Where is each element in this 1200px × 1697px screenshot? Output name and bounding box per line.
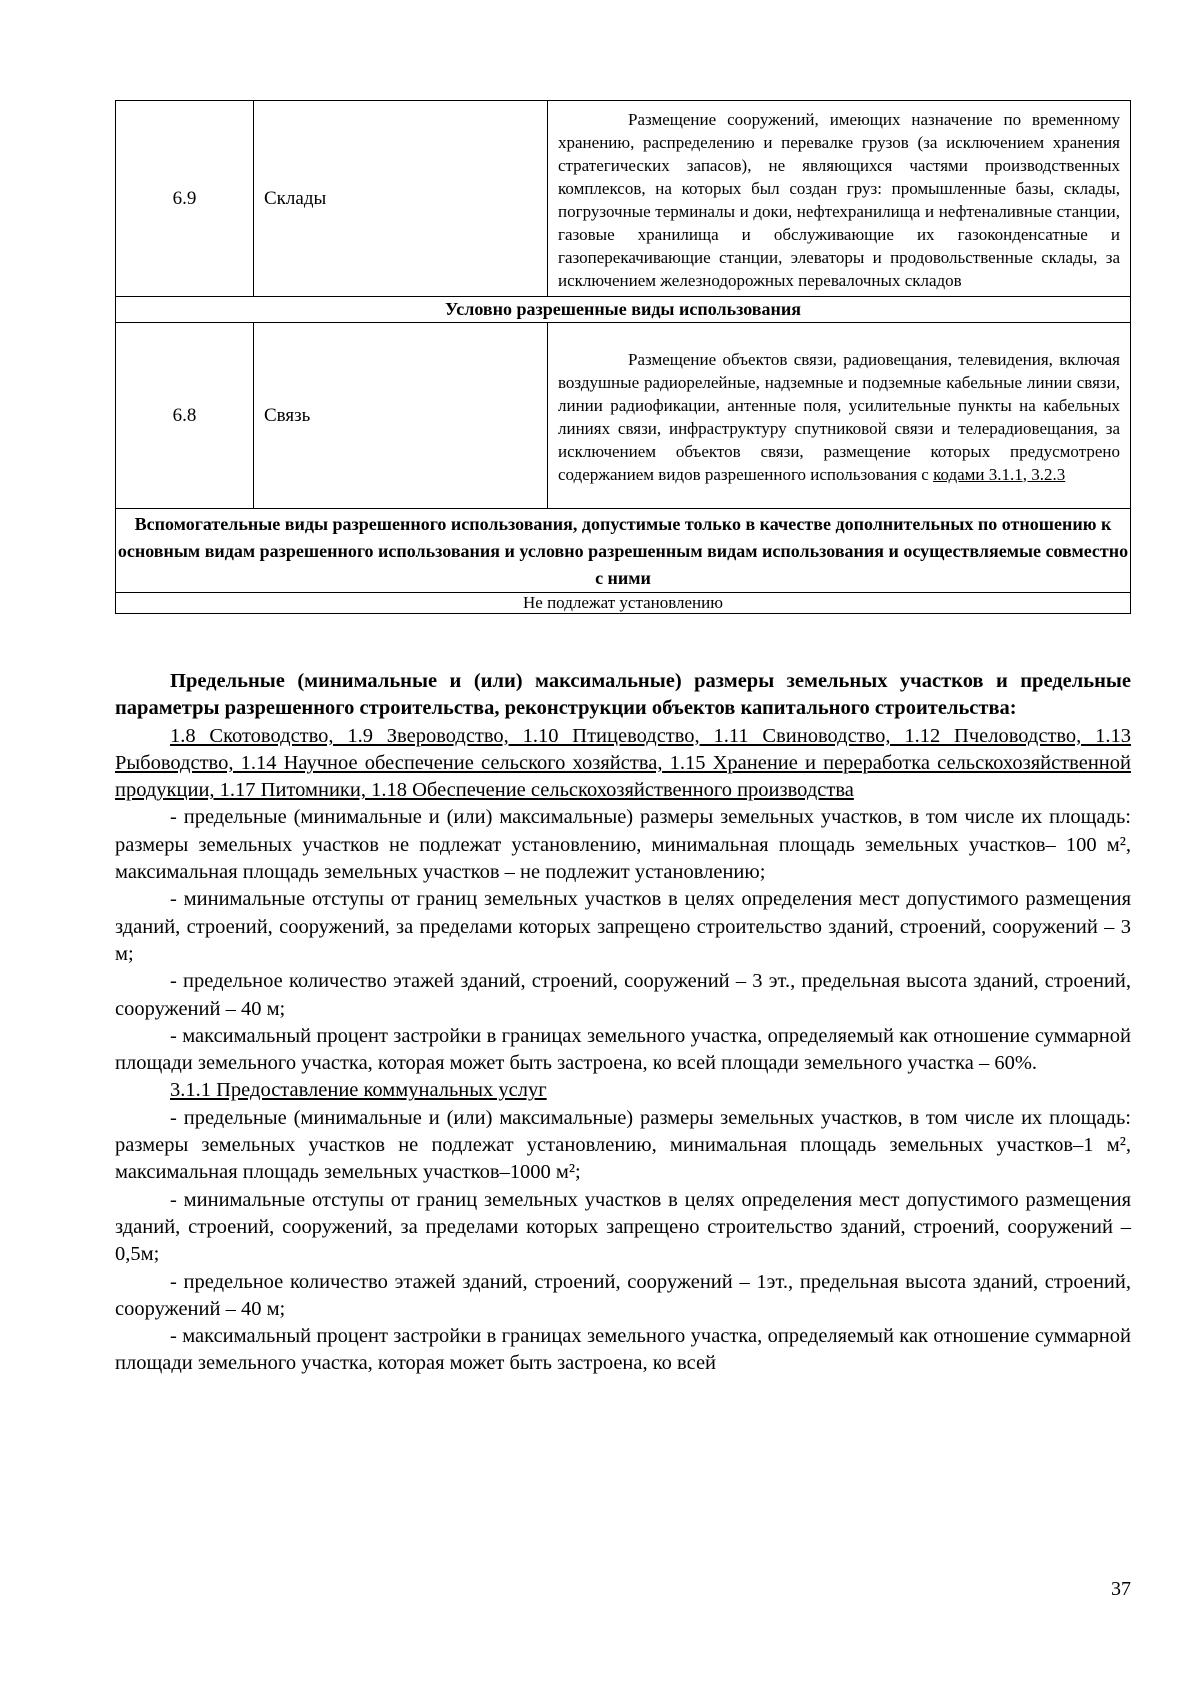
paragraph: - максимальный процент застройки в границах земельного участка, определяемый как отношение суммарной площади земельного участка, которая может быть застроена, ко всей [115, 1325, 1131, 1375]
paragraph: - предельные (минимальные и (или) максимальные) размеры земельных участков, в том числе их площадь: размеры земельных участков не подлежат установлению, минимальная площадь земельных участков–1 м², максимальная площадь земельных участков–1000 м²; [115, 1106, 1131, 1184]
table-row [116, 101, 1131, 297]
row-description: Размещение сооружений, имеющих назначение по временному хранению, распределению и перевалке грузов (за исключением хранения стратегических запасов), не являющихся частями производственных комплексов, на которых был создан груз: промышленные базы, склады, погрузочные терминалы и доки, нефтехранилища и нефтеналивные станции, газовые хранилища и обслуживающие их газоконденсатные и газоперекачивающие станции, элеваторы и продовольственные склады, за исключением железнодорожных перевалочных складов [548, 101, 1131, 297]
group-title: 1.8 Скотоводство, 1.9 Звероводство, 1.10 Птицеводство, 1.11 Свиноводство, 1.12 Пчеловодство, 1.13 Рыбоводство, 1.14 Научное обеспечение сельского хозяйства, 1.15 Хранение и переработка сельскохозяйственной продукции, 1.17 Питомники, 1.18 Обеспечение сельскохозяйственного производства [115, 724, 1131, 802]
auxiliary-uses-note: Не подлежат установлению [116, 593, 1131, 614]
row-name: Склады [254, 101, 548, 297]
paragraph: - минимальные отступы от границ земельных участков в целях определения мест допустимого размещения зданий, строений, сооружений, за пределами которых запрещено строительство зданий, строений, сооружений – 0,5м; [115, 1188, 1131, 1266]
row-code: 6.8 [116, 323, 254, 509]
section-row [116, 509, 1131, 593]
section-row [116, 297, 1131, 323]
row-description: Размещение объектов связи, радиовещания, телевидения, включая воздушные радиорелейные, надземные и подземные кабельные линии связи, линии радиофикации, антенные поля, усилительные пункты на кабельных линиях связи, инфраструктуру спутниковой связи и телерадиовещания, за исключением объектов связи, размещение которых предусмотрено содержанием видов разрешенного использования с кодами 3.1.1, 3.2.3 [548, 323, 1131, 509]
paragraph: - максимальный процент застройки в границах земельного участка, определяемый как отношение суммарной площади земельного участка, которая может быть застроена, ко всей площади земельного участка – 60%. [115, 1024, 1131, 1075]
table-row [116, 323, 1131, 509]
conditional-uses-header: Условно разрешенные виды использования [116, 297, 1131, 323]
paragraph: - предельное количество этажей зданий, строений, сооружений – 1эт., предельная высота зданий, строений, сооружений – 40 м; [115, 1270, 1131, 1320]
paragraph: - минимальные отступы от границ земельных участков в целях определения мест допустимого размещения зданий, строений, сооружений, за пределами которых запрещено строительство зданий, строений, сооружений – 3 м; [115, 888, 1131, 965]
group-title: 3.1.1 Предоставление коммунальных услуг [170, 1079, 547, 1102]
paragraph: - предельные (минимальные и (или) максимальные) размеры земельных участков, в том числе их площадь: размеры земельных участков не подлежат установлению, минимальная площадь земельных участков– 100 м², максимальная площадь земельных участков – не подлежит установлению; [115, 806, 1131, 884]
land-use-table [115, 100, 1131, 614]
section-heading: Предельные (минимальные и (или) максимальные) размеры земельных участков и предельные параметры разрешенного строительства, реконструкции объектов капитального строительства: [115, 670, 1131, 720]
parameters-text [115, 668, 1131, 1378]
section-row [116, 593, 1131, 614]
row-name: Связь [254, 323, 548, 509]
codes-link: кодами 3.1.1, 3.2.3 [933, 464, 1066, 484]
row-code: 6.9 [116, 101, 254, 297]
paragraph: - предельное количество этажей зданий, строений, сооружений – 3 эт., предельная высота зданий, строений, сооружений – 40 м; [115, 970, 1131, 1020]
page-number: 37 [1111, 1578, 1131, 1600]
auxiliary-uses-header: Вспомогательные виды разрешенного использования, допустимые только в качестве дополнительных по отношению к основным видам разрешенного использования и условно разрешенным видам использования и осуществляемые совместно с ними [116, 509, 1131, 593]
